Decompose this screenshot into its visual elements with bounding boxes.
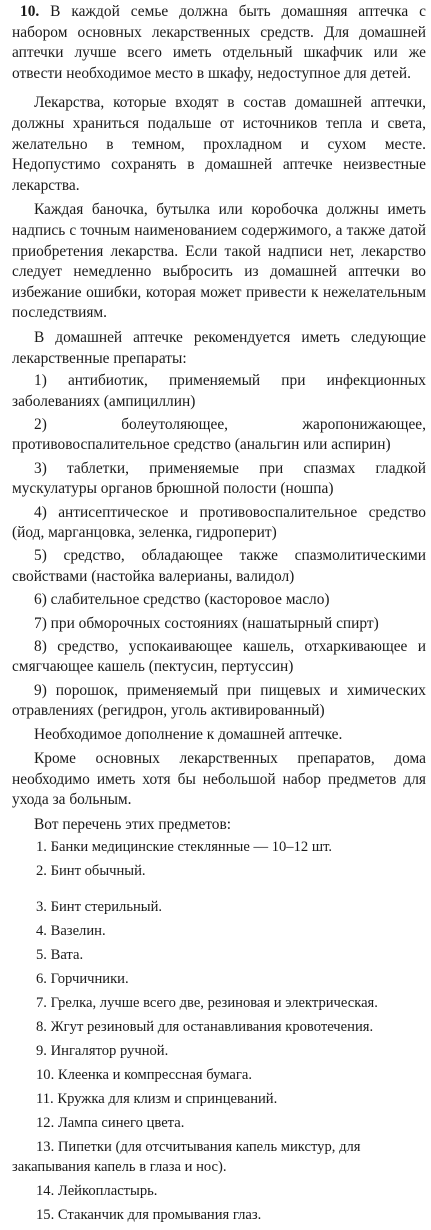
addition-heading: Необходимое дополнение к домашней аптечке.: [34, 725, 343, 743]
drug-list-item: 7) при обморочных состояниях (нашатырный спирт): [34, 614, 379, 632]
drug-list-item: 8) средство, успокаивающее кашель, отхаркивающее и смягчающее кашель (пектусин, пертуссин): [12, 637, 426, 676]
drug-list-item: 2) болеутоляющее, жаропонижающее, противовоспалительное средство (анальгин или аспирин): [12, 415, 426, 454]
care-item: 5. Вата.: [36, 947, 84, 964]
drug-list-item: 3) таблетки, применяемые при спазмах гладкой мускулатуры органов брюшной полости (ношпа): [12, 459, 426, 498]
paragraph-recommended: В домашней аптечке рекомендуется иметь следующие лекарственные препараты:: [12, 328, 426, 367]
care-item: 12. Лампа синего цвета.: [36, 1115, 185, 1131]
section-number: 10.: [20, 3, 40, 20]
paragraph-intro-text: В каждой семье должна быть домашняя аптечка с набором основных лекарственных средств. Для домашней аптечки лучше всего иметь отдельный шкафчик или же отвести необходимое место в шкафу, недоступное для детей.: [12, 3, 426, 82]
document-page: [12, 2, 426, 1230]
drug-list: [12, 371, 426, 722]
drug-list-item: 1) антибиотик, применяемый при инфекционных заболеваниях (ампициллин): [12, 372, 426, 410]
drug-list-item: 5) средство, обладающее также спазмолитическими свойствами (настойка валерианы, валидол): [12, 547, 426, 585]
care-items-list: [12, 838, 426, 1226]
care-item: 14. Лейкопластырь.: [36, 1182, 158, 1199]
drug-list-item: 6) слабительное средство (касторовое масло): [34, 591, 330, 609]
drug-list-item: 4) антисептическое и противовоспалительное средство (йод, марганцовка, зеленка, гидроперит): [12, 503, 426, 541]
care-item: 11. Кружка для клизм и спринцеваний.: [36, 1091, 278, 1108]
care-item: 2. Бинт обычный.: [36, 862, 146, 879]
care-item: 1. Банки медицинские стеклянные — 10–12 шт.: [36, 838, 333, 855]
addition-text: Кроме основных лекарственных препаратов, дома необходимо иметь хотя бы небольшой набор предметов для ухода за больным.: [12, 750, 426, 809]
care-item: 8. Жгут резиновый для останавливания кровотечения.: [36, 1019, 374, 1036]
care-item: 10. Клеенка и компрессная бумага.: [36, 1067, 252, 1084]
paragraph-storage: Лекарства, которые входят в состав домашней аптечки, должны храниться подальше от источников тепла и света, желательно в темном, прохладном и сухом месте. Недопустимо сохранять в домашней аптечке неизвестные лекарства.: [12, 94, 426, 194]
care-item: 3. Бинт стерильный.: [36, 899, 163, 916]
care-item: 4. Вазелин.: [36, 923, 106, 940]
care-item: 7. Грелка, лучше всего две, резиновая и электрическая.: [36, 995, 378, 1012]
paragraph-labels: Каждая баночка, бутылка или коробочка должны иметь надпись с точным наименованием содержимого, а также датой приобретения лекарства. Если такой надписи нет, лекарство следует немедленно выбросить из домашней аптечки во избежание ошибки, которая может привести к нежелательным последствиям.: [12, 201, 426, 322]
paragraph-intro: [12, 2, 426, 84]
care-item: 6. Горчичники.: [36, 971, 129, 988]
care-item: 15. Стаканчик для промывания глаз.: [36, 1206, 262, 1223]
care-item: 9. Ингалятор ручной.: [36, 1043, 169, 1060]
care-item: 13. Пипетки (для отсчитывания капель микстур, для закапывания капель в глаза и нос).: [12, 1138, 361, 1175]
items-intro: Вот перечень этих предметов:: [34, 815, 232, 833]
drug-list-item: 9) порошок, применяемый при пищевых и химических отравлениях (регидрон, уголь активированный): [12, 681, 426, 720]
